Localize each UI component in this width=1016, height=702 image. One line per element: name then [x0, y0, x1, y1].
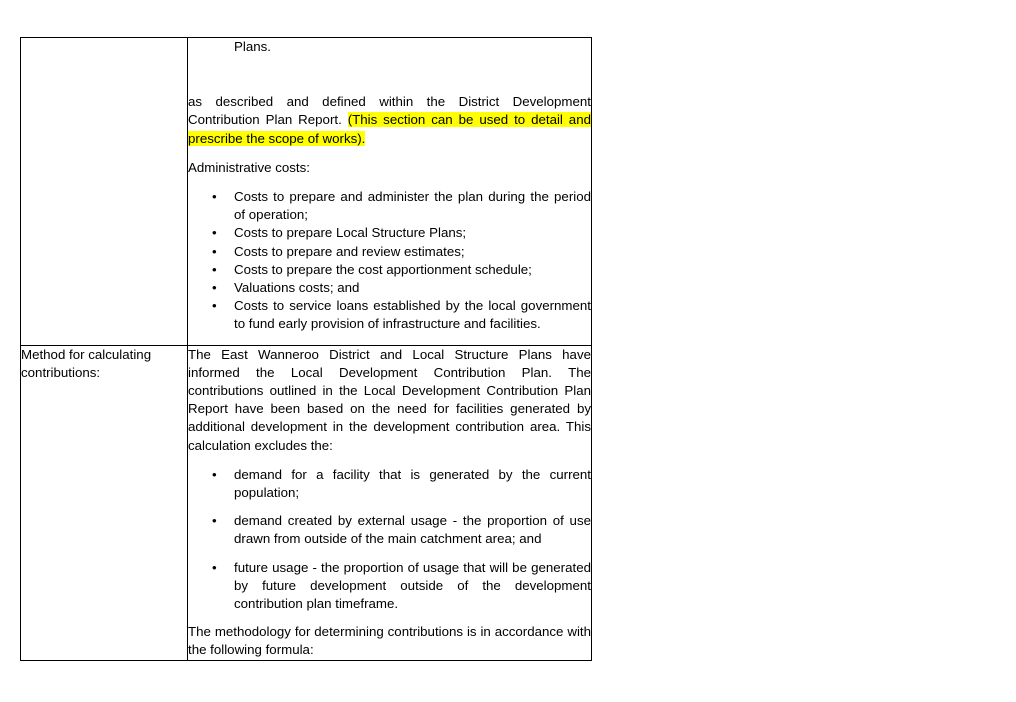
bullet-icon: • [212, 513, 217, 529]
table-row [21, 345, 592, 660]
bullet-icon: • [212, 261, 217, 277]
list-item-text: Costs to prepare Local Structure Plans; [234, 225, 467, 241]
bullet-icon: • [212, 243, 217, 259]
bullet-icon: • [212, 298, 217, 314]
exclusions-list [188, 466, 591, 613]
row-label-text: Method for calculating contributions: [21, 346, 152, 380]
administrative-costs-heading: Administrative costs: [188, 159, 310, 175]
table-row [21, 38, 592, 346]
bullet-icon: • [212, 559, 217, 575]
row-label-cell [21, 345, 188, 660]
paragraph-spacer [188, 67, 591, 93]
list-item [212, 261, 591, 279]
list-item-text: Costs to prepare the cost apportionment schedule; [234, 261, 532, 277]
list-item-text: future usage - the proportion of usage that will be generated by future development outside of the development contribution plan timeframe. [234, 559, 591, 612]
bullet-icon: • [212, 280, 217, 296]
list-item-text: Costs to prepare and review estimates; [234, 243, 465, 259]
list-item [212, 297, 591, 333]
contribution-plan-table [20, 37, 592, 661]
list-item [212, 224, 591, 242]
continuation-text: Plans. [234, 39, 271, 54]
list-item [212, 559, 591, 614]
list-item [212, 279, 591, 297]
list-item [212, 188, 591, 224]
bullet-icon: • [212, 466, 217, 482]
row-label-cell [21, 38, 188, 346]
list-item [212, 512, 591, 548]
bullet-icon: • [212, 189, 217, 205]
scope-paragraph-plain: as described and defined within the District Development Contribution Plan Report. [188, 94, 591, 128]
scope-paragraph [188, 93, 591, 148]
list-item-text: Costs to service loans established by the local government to fund early provision of infrastructure and facilities. [234, 298, 591, 332]
row-content-cell [188, 38, 592, 346]
method-intro-paragraph: The East Wanneroo District and Local Structure Plans have informed the Local Development Contribution Plan. The contributions outlined in the Local Development Contribution Plan Report have been based on the need for facilities generated by additional development in the development contribution area. This calculation excludes the: [188, 346, 591, 453]
methodology-paragraph: The methodology for determining contributions is in accordance with the following formula: [188, 624, 591, 658]
row-content-cell [188, 345, 592, 660]
bullet-icon: • [212, 225, 217, 241]
list-item-text: Valuations costs; and [234, 280, 360, 296]
scope-paragraph-highlight: (This section can be used to detail and prescribe the scope of works). [188, 112, 591, 146]
list-item-text: demand created by external usage - the proportion of use drawn from outside of the main catchment area; and [234, 513, 591, 547]
list-item [212, 243, 591, 261]
list-item-text: demand for a facility that is generated by the current population; [234, 466, 591, 501]
list-item-text: Costs to prepare and administer the plan during the period of operation; [234, 189, 591, 223]
list-item [212, 466, 591, 502]
administrative-costs-list [188, 188, 591, 334]
